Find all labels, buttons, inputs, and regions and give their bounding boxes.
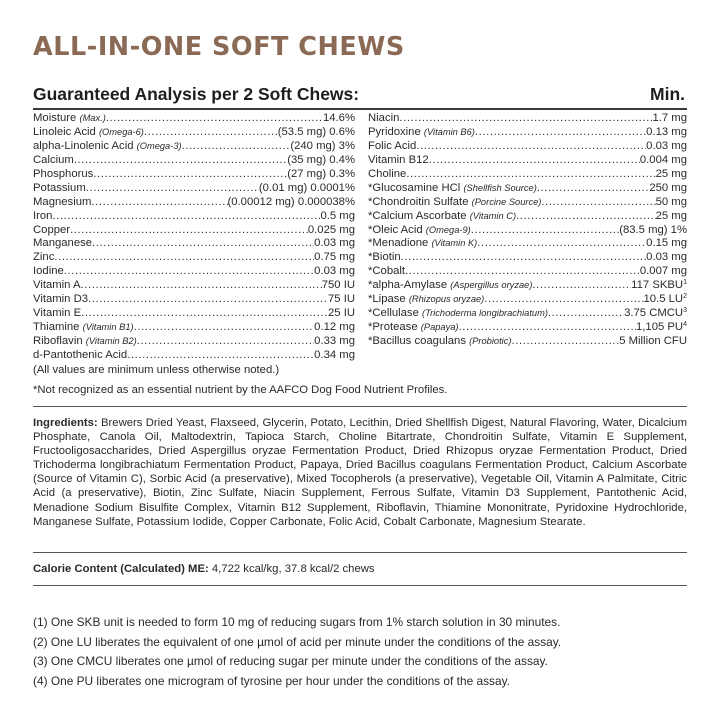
nutrient-row xyxy=(33,335,355,349)
nutrient-row xyxy=(33,112,355,126)
leader-dots xyxy=(471,224,619,238)
nutrient-row xyxy=(368,307,687,321)
nutrient-value: 5 Million CFU xyxy=(619,335,687,347)
leader-dots xyxy=(106,112,323,126)
leader-dots xyxy=(137,335,314,349)
leader-dots xyxy=(475,126,646,140)
nutrient-value: (240 mg) 3% xyxy=(290,139,355,152)
nutrient-name: Vitamin E xyxy=(33,307,82,320)
nutrient-source-note: (Omega-6) xyxy=(98,126,144,137)
footnote-ref: 4 xyxy=(683,321,687,329)
nutrient-value: 10.5 $LU^2$ xyxy=(643,293,687,306)
nutrient-row xyxy=(368,265,687,279)
nutrient-row xyxy=(368,293,687,307)
nutrient-name: Copper xyxy=(33,223,71,236)
nutrient-row xyxy=(33,237,355,251)
nutrient-row xyxy=(368,196,687,210)
nutrient-value: 0.025 mg xyxy=(307,223,355,236)
leader-dots xyxy=(54,251,314,265)
footnotes xyxy=(33,613,687,691)
nutrient-name: Zinc xyxy=(33,251,55,264)
nutrient-value: 0.03 mg xyxy=(646,251,687,264)
leader-dots xyxy=(405,265,640,279)
nutrient-name: Vitamin B12 xyxy=(368,153,429,166)
min-label: Min. xyxy=(650,84,685,104)
leader-dots xyxy=(406,168,655,182)
nutrient-row xyxy=(33,196,355,210)
nutrient-name: Potassium xyxy=(33,181,86,194)
guaranteed-analysis-title: Guaranteed Analysis per 2 Soft Chews: xyxy=(33,84,360,104)
nutrient-value: 0.004 mg xyxy=(639,153,687,166)
nutrient-source-note: (Omega-3) xyxy=(136,140,182,151)
nutrient-name: Choline xyxy=(368,167,407,180)
nutrient-value: (27 mg) 0.3% xyxy=(287,167,355,180)
footnote-ref: 2 xyxy=(683,293,687,301)
nutrient-row xyxy=(368,335,687,349)
nutrient-row xyxy=(33,154,355,168)
nutrient-source-note: (Rhizopus oryzae) xyxy=(408,294,485,305)
leader-dots xyxy=(537,182,650,196)
nutrient-value: 250 mg xyxy=(649,181,687,194)
nutrient-source-note: (Aspergillus oryzae) xyxy=(450,280,533,291)
nutrient-value: (53.5 mg) 0.6% xyxy=(277,125,355,138)
nutrient-row xyxy=(33,140,355,154)
nutrient-value: 0.03 mg xyxy=(314,265,355,278)
nutrient-value: (35 mg) 0.4% xyxy=(287,153,355,166)
calorie-content xyxy=(33,563,375,575)
leader-dots xyxy=(548,307,624,321)
nutrient-name: Calcium xyxy=(33,153,74,166)
nutrient-row xyxy=(33,251,355,265)
nutrient-row xyxy=(33,293,355,307)
nutrient-name: *alpha-Amylase (Aspergillus oryzae) xyxy=(368,279,533,292)
nutrient-source-note: (Vitamin B6) xyxy=(423,126,475,137)
nutrient-name: alpha-Linolenic Acid (Omega-3) xyxy=(33,139,182,152)
nutrient-value: 0.12 mg xyxy=(314,321,355,334)
nutrient-row xyxy=(368,251,687,265)
nutrient-value: 1.7 mg xyxy=(652,112,687,124)
leader-dots xyxy=(182,140,291,154)
nutrient-value: 0.007 mg xyxy=(639,265,687,278)
nutrient-row xyxy=(368,321,687,335)
nutrient-value: 0.13 mg xyxy=(646,125,687,138)
nutrient-row xyxy=(33,210,355,224)
nutrient-value: 25 mg xyxy=(655,209,687,222)
nutrient-value: 25 mg xyxy=(655,167,687,180)
leader-dots xyxy=(511,335,619,349)
nutrient-row xyxy=(368,224,687,238)
nutrient-value: 0.03 mg xyxy=(646,139,687,152)
leader-dots xyxy=(70,224,308,238)
nutrient-source-note: (Porcine Source) xyxy=(471,196,542,207)
nutrient-name: Moisture (Max.) xyxy=(33,112,106,124)
aafco-note: *Not recognized as an essential nutrient by the AAFCO Dog Food Nutrient Profiles. xyxy=(33,384,448,396)
nutrient-name: Vitamin D3 xyxy=(33,293,89,306)
nutrient-row xyxy=(33,321,355,335)
leader-dots xyxy=(401,251,647,265)
nutrient-name: *Biotin xyxy=(368,251,401,264)
nutrient-name: Linoleic Acid (Omega-6) xyxy=(33,125,144,138)
footnote-4: (4) One PU liberates one microgram of tyrosine per hour under the conditions of the assay. xyxy=(33,673,510,688)
footnote-ref: 3 xyxy=(683,307,687,315)
nutrient-source-note: (Omega-9) xyxy=(425,224,471,235)
calorie-divider-top xyxy=(33,552,687,553)
nutrient-value: 75 IU xyxy=(327,293,355,306)
nutrient-source-note: (Vitamin B1) xyxy=(82,322,134,333)
nutrient-name: *Lipase (Rhizopus oryzae) xyxy=(368,293,485,306)
nutrient-row xyxy=(368,237,687,251)
nutrient-row xyxy=(33,126,355,140)
leader-dots xyxy=(93,168,287,182)
nutrient-value: 0.03 mg xyxy=(314,237,355,250)
nutrient-row xyxy=(33,265,355,279)
calorie-divider-bottom xyxy=(33,585,687,586)
ingredients-divider xyxy=(33,406,687,407)
ingredients-text: Brewers Dried Yeast, Flaxseed, Glycerin, Potato, Lecithin, Dried Shellfish Digest, Natural Flavoring, Water, Dicalcium Phosphate, Canola Oil, Maltodextrin, Tapioca Starch, Choline Bitartrate, Chondroitin Sulfate, Vitamin E Supplement, Fructooligosaccharides, Dried Aspergillus oryzae Fermentation Product, Dried Rhizopus oryzae Fermentation Product, Dried Trichoderma longibrachiatum Fermentation Product, Papaya, Dried Bacillus coagulans Fermentation Product, Calcium Ascorbate (Source of Vitamin C), Sorbic Acid (a preservative), Mixed Tocopherols (a preservative), Vegetable Oil, Vitamin A Palmitate, Citric Acid (a preservative), Biotin, Zinc Sulfate, Niacin Supplement, Ferrous Sulfate, Vitamin D3 Supplement, Pantothenic Acid, Menadione Sodium Bisulfite Complex, Vitamin B12 Supplement, Riboflavin, Thiamine Mononitrate, Pyridoxine Hydrochloride, Manganese Sulfate, Potassium Iodide, Copper Carbonate, Folic Acid, Cobalt Carbonate, Magnesium Stearate. xyxy=(33,417,688,528)
nutrient-name: Niacin xyxy=(368,112,400,124)
nutrient-value: 0.15 mg xyxy=(646,237,687,250)
values-minimum-note: (All values are minimum unless otherwise noted.) xyxy=(33,364,280,376)
nutrient-row xyxy=(33,168,355,182)
nutrient-name: *Cellulase (Trichoderma longibrachiatum) xyxy=(368,307,548,320)
leader-dots xyxy=(81,307,328,321)
nutrient-source-note: (Shellfish Source) xyxy=(463,182,537,193)
nutrient-source-note: (Vitamin B2) xyxy=(85,336,137,346)
nutrient-name: Iron xyxy=(33,209,53,222)
leader-dots xyxy=(459,321,636,335)
nutrient-name: Vitamin A xyxy=(33,279,81,292)
nutrient-name: *Chondroitin Sulfate (Porcine Source) xyxy=(368,195,542,208)
leader-dots xyxy=(92,237,314,251)
nutrient-name: Iodine xyxy=(33,265,64,278)
nutrient-name: *Oleic Acid (Omega-9) xyxy=(368,223,471,236)
nutrient-name: Thiamine (Vitamin B1) xyxy=(33,321,134,334)
nutrient-name: Phosphorus xyxy=(33,167,94,180)
leader-dots xyxy=(429,154,640,168)
nutrient-value: 0.75 mg xyxy=(314,251,355,264)
leader-dots xyxy=(532,279,631,293)
nutrient-value: (83.5 mg) 1% xyxy=(619,223,687,236)
nutrient-row xyxy=(368,126,687,140)
leader-dots xyxy=(52,210,320,224)
guaranteed-analysis-header xyxy=(33,84,687,108)
nutrient-row xyxy=(368,140,687,154)
nutrient-value: 3.75 CMCU$^3$ xyxy=(624,307,687,320)
nutrient-value: 14.6% xyxy=(322,112,355,124)
leader-dots xyxy=(88,293,328,307)
leader-dots xyxy=(416,140,646,154)
nutrient-source-note: (Trichoderma longibrachiatum) xyxy=(422,308,548,319)
nutrient-row xyxy=(368,154,687,168)
leader-dots xyxy=(86,182,259,196)
footnote-3: (3) One CMCU liberates one µmol of reducing sugar per minute under the conditions of the assay. xyxy=(33,654,548,669)
leader-dots xyxy=(477,237,646,251)
nutrient-value: 117 SKBU$^1$ xyxy=(631,279,687,292)
footnote-2: (2) One LU liberates the equivalent of one µmol of acid per minute under the conditions of the assay. xyxy=(33,634,562,649)
footnote-1: (1) One SKB unit is needed to form 10 mg of reducing sugars from 1% starch solution in 30 minutes. xyxy=(33,615,561,629)
leader-dots xyxy=(74,154,287,168)
nutrient-source-note: (Probiotic) xyxy=(469,336,512,346)
nutrient-value: 1,105 $PU^4$ xyxy=(635,321,687,334)
leader-dots xyxy=(144,126,278,140)
leader-dots xyxy=(516,210,656,224)
nutrient-name: Pyridoxine (Vitamin B6) xyxy=(368,125,475,138)
nutrient-row xyxy=(33,182,355,196)
nutrient-value: 25 IU xyxy=(327,307,355,320)
calorie-label: Calorie Content (Calculated) ME: xyxy=(33,563,209,575)
nutrient-name: *Menadione (Vitamin K) xyxy=(368,237,478,250)
nutrient-name: *Glucosamine HCl (Shellfish Source) xyxy=(368,181,537,194)
nutrient-list-left xyxy=(33,112,355,363)
nutrient-name: *Bacillus coagulans (Probiotic) xyxy=(368,335,512,347)
nutrient-list-right xyxy=(368,112,687,349)
nutrient-name: *Calcium Ascorbate (Vitamin C) xyxy=(368,209,517,222)
nutrient-name: Manganese xyxy=(33,237,93,250)
nutrient-value: 0.5 mg xyxy=(320,209,355,222)
nutrient-source-note: (Vitamin K) xyxy=(431,238,478,249)
nutrient-value: 750 IU xyxy=(321,279,355,292)
leader-dots xyxy=(64,265,314,279)
calorie-value: 4,722 kcal/kg, 37.8 kcal/2 chews xyxy=(211,563,375,575)
nutrient-row xyxy=(368,168,687,182)
header-divider xyxy=(33,108,687,110)
footnote-ref: 1 xyxy=(683,279,687,287)
nutrient-value: (0.01 mg) 0.0001% xyxy=(258,181,355,194)
nutrient-row xyxy=(368,210,687,224)
nutrient-row xyxy=(368,112,687,126)
nutrient-name: Riboflavin (Vitamin B2) xyxy=(33,335,137,347)
nutrient-row xyxy=(33,349,355,363)
leader-dots xyxy=(399,112,652,126)
nutrient-name: d-Pantothenic Acid xyxy=(33,348,128,361)
nutrient-value: 0.33 mg xyxy=(314,335,355,347)
nutrient-name: Folic Acid xyxy=(368,139,417,152)
nutrient-row xyxy=(368,182,687,196)
nutrient-name: Magnesium xyxy=(33,195,92,208)
nutrient-row xyxy=(33,307,355,321)
leader-dots xyxy=(541,196,655,210)
nutrient-row xyxy=(368,279,687,293)
nutrient-value: (0.00012 mg) 0.000038% xyxy=(227,195,355,208)
nutrient-row xyxy=(33,224,355,238)
nutrient-source-note: (Max.) xyxy=(79,113,106,123)
product-title: ALL-IN-ONE SOFT CHEWS xyxy=(33,32,405,62)
leader-dots xyxy=(134,321,315,335)
nutrient-value: 0.34 mg xyxy=(314,348,355,361)
leader-dots xyxy=(91,196,227,210)
leader-dots xyxy=(81,279,322,293)
leader-dots xyxy=(127,349,314,363)
nutrient-source-note: (Vitamin C) xyxy=(469,210,517,221)
nutrient-name: *Cobalt xyxy=(368,265,406,278)
nutrient-name: *Protease (Papaya) xyxy=(368,321,459,334)
nutrient-source-note: (Papaya) xyxy=(420,322,459,333)
ingredients-label: Ingredients: xyxy=(33,417,98,429)
nutrient-value: 50 mg xyxy=(655,195,687,208)
leader-dots xyxy=(484,293,643,307)
ingredients-paragraph xyxy=(33,416,687,529)
nutrient-row xyxy=(33,279,355,293)
